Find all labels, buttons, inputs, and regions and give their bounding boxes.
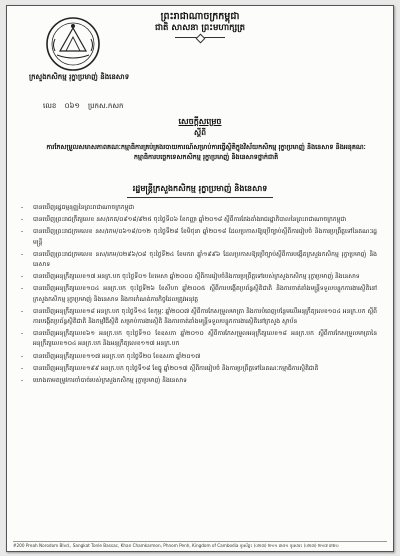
clause-item: - បានឃើញព្រះរាជក្រមលេខ នស/រកម/០៦១៨/០១២ ចុះថ្ងៃទី២៨ ខែមិថុនា ឆ្នាំ២០១៨ ដែលប្រកាសឱ្យប្រើច្បាប់ស្ដីពីការរៀបចំ និងការប្រព្រឹត្តទៅនៃគណៈរដ្ឋមន្ត្រី bbox=[21, 227, 377, 247]
clause-item: - បានឃើញព្រះរាជក្រមលេខ នស/រកម/០២៩៦/០៨ ចុះថ្ងៃទី២៤ ខែមករា ឆ្នាំ១៩៩៦ ដែលប្រកាសឱ្យប្រើច្បាប់ស្ដីពីការបង្កើតក្រសួងកសិកម្ម រុក្ខាប្រមាញ់ និងនេសាទ bbox=[21, 250, 377, 270]
clause-item: - បានឃើញអនុក្រឹត្យលេខ១១៧ អនក្រ.បក ចុះថ្ងៃទី២០ ខែឧសភា ឆ្នាំ២០១៧ bbox=[21, 352, 377, 362]
clause-item: - បានឃើញអនុក្រឹត្យលេខ១៨ អនក្រ.បក ចុះថ្ងៃទី១៤ ខែកុម្ភៈ ឆ្នាំ២០០៧ ស្ដីពីការកែសម្រួលមាត្រា និងការបំពេញបន្ថែមលើអនុក្រឹត្យលេខ១០៤ អនក្រ.បក ស្ដីពីការបង្កើតប្រព័ន្ធស្ថិតិជាតិ និងកម្មវិធីស្ថិតិ សម្រាប់ការងារស្ថិតិ និងការចាត់តាំងមន្ត្រីទទួលបន្ទុកការងារស្ថិតិនៅក្រសួង ស្ថាប័ន bbox=[21, 307, 377, 327]
clause-item: - បានឃើញអនុក្រឹត្យលេខ១៩៩ អនក្រ.បក ចុះថ្ងៃទី១៨ ខែធ្នូ ឆ្នាំ២០១៧ ស្ដីពីការរៀបចំ និងការប្រព្រឹត្តទៅនៃគណៈកម្មាធិការស្ថិតិជាតិ bbox=[21, 364, 377, 374]
national-motto: ជាតិ សាសនា ព្រះមហាក្សត្រ bbox=[154, 23, 246, 33]
clause-text: បានឃើញព្រះរាជក្រមលេខ នស/រកម/០៦១៨/០១២ ចុះថ្ងៃទី២៨ ខែមិថុនា ឆ្នាំ២០១៨ ដែលប្រកាសឱ្យប្រើច្បាប់ស្ដីពីការរៀបចំ និងការប្រព្រឹត្តទៅនៃគណៈរដ្ឋមន្ត្រី bbox=[33, 228, 377, 246]
clause-text: បានឃើញអនុក្រឹត្យលេខ១៨ អនក្រ.បក ចុះថ្ងៃទី១៤ ខែកុម្ភៈ ឆ្នាំ២០០៧ ស្ដីពីការកែសម្រួលមាត្រា និងការបំពេញបន្ថែមលើអនុក្រឹត្យលេខ១០៤ អនក្រ.បក ស្ដីពីការបង្កើតប្រព័ន្ធស្ថិតិជាតិ និងកម្មវិធីស្ថិតិ សម្រាប់ការងារស្ថិតិ និងការចាត់តាំងមន្ត្រីទទួលបន្ទុកការងារស្ថិតិនៅក្រសួង ស្ថាប័ន bbox=[33, 307, 377, 326]
clause-text: បានឃើញព្រះរាជក្រមលេខ នស/រកម/០២៩៦/០៨ ចុះថ្ងៃទី២៤ ខែមករា ឆ្នាំ១៩៩៦ ដែលប្រកាសឱ្យប្រើច្បាប់ស្ដីពីការបង្កើតក្រសួងកសិកម្ម រុក្ខាប្រមាញ់ និងនេសាទ bbox=[33, 250, 377, 269]
document-page bbox=[6, 5, 394, 552]
heading-ornament bbox=[175, 37, 225, 39]
clause-text: យោងតាមតម្រូវការចាំបាច់របស់ក្រសួងកសិកម្ម រុក្ខាប្រមាញ់ និងនេសាទ bbox=[33, 377, 187, 385]
ministry-seal-icon bbox=[43, 15, 103, 73]
document-subject: ការកែសម្រួលសមាសភាពគណៈកម្មាធិការគ្រប់គ្រងរបាយការណ៍សម្រាប់ការធ្វើស្ថិតិក្នុងវិស័យកសិកម្ម រុក្ខាប្រមាញ់ និងនេសាទ និងអនុគណៈកម្មាធិការបច្ចេកទេសកសិកម្ម រុក្ខាប្រមាញ់ និងនេសាទថ្នាក់ជាតិ bbox=[46, 143, 366, 161]
reference-number: ០៦១ bbox=[64, 102, 80, 110]
clause-item: - បានឃើញរដ្ឋធម្មនុញ្ញនៃព្រះរាជាណាចក្រកម្ពុជា bbox=[21, 203, 377, 213]
clause-text: បានឃើញអនុក្រឹត្យលេខ១៩៩ អនក្រ.បក ចុះថ្ងៃទី១៨ ខែធ្នូ ឆ្នាំ២០១៧ ស្ដីពីការរៀបចំ និងការប្រព្រឹត្តទៅនៃគណៈកម្មាធិការស្ថិតិជាតិ bbox=[33, 364, 319, 372]
reference-suffix: ប្រកស.កសក bbox=[88, 102, 124, 110]
issuing-ministry: ក្រសួងកសិកម្ម រុក្ខាប្រមាញ់ និងនេសាទ bbox=[29, 73, 130, 81]
clause-text: បានឃើញអនុក្រឹត្យលេខ១១៧ អនក្រ.បក ចុះថ្ងៃទី២០ ខែឧសភា ឆ្នាំ២០១៧ bbox=[33, 352, 201, 360]
document-type: សេចក្ដីសម្រេច bbox=[178, 117, 222, 126]
clause-text: បានឃើញព្រះរាជក្រឹត្យលេខ នស/រកត/០៩១៨/៩២៥ ចុះថ្ងៃទី០៦ ខែកញ្ញា ឆ្នាំ២០១៨ ស្ដីពីការតែងតាំងរាជរដ្ឋាភិបាលនៃព្រះរាជាណាចក្រកម្ពុជា bbox=[33, 216, 347, 224]
footer-address: #200 Preah Norodom Blvd., Sangkat Tonle Bassac, Khan Chamkarmon, Phnom Penh, Kingdom of Cambodia ទូរស័ព្ទ៖ (០២៣) ២១១ ៣៥១ ទូរសារ៖ (០២៣) ២១៧ ៣២០ bbox=[13, 541, 387, 550]
preamble-clauses bbox=[21, 203, 377, 388]
divider bbox=[127, 197, 273, 198]
clause-text: បានឃើញរដ្ឋធម្មនុញ្ញនៃព្រះរាជាណាចក្រកម្ពុជា bbox=[33, 204, 135, 211]
clause-text: បានឃើញអនុក្រឹត្យលេខ១០៤ អនក្រ.បក ចុះថ្ងៃទី២៦ ខែសីហា ឆ្នាំ២០០៥ ស្ដីពីការបង្កើតប្រព័ន្ធស្ថិតិជាតិ និងការចាត់តាំងមន្ត្រីទទួលបន្ទុកការងារស្ថិតិនៅក្រសួងកសិកម្ម រុក្ខាប្រមាញ់ និងនេសាទ និងការកំណត់ភារកិច្ចដែលត្រូវអនុវត្ត bbox=[33, 285, 377, 303]
issuing-authority: រដ្ឋមន្ត្រីក្រសួងកសិកម្ម រុក្ខាប្រមាញ់ និងនេសាទ bbox=[132, 184, 268, 193]
clause-item: - បានឃើញអនុក្រឹត្យលេខ១០៤ អនក្រ.បក ចុះថ្ងៃទី២៦ ខែសីហា ឆ្នាំ២០០៥ ស្ដីពីការបង្កើតប្រព័ន្ធស្ថិតិជាតិ និងការចាត់តាំងមន្ត្រីទទួលបន្ទុកការងារស្ថិតិនៅក្រសួងកសិកម្ម រុក្ខាប្រមាញ់ និងនេសាទ និងការកំណត់ភារកិច្ចដែលត្រូវអនុវត្ត bbox=[21, 284, 377, 304]
about-label: ស្ដីពី bbox=[194, 128, 206, 137]
clause-item: - បានឃើញអនុក្រឹត្យលេខ៦១ អនក្រ.បក ចុះថ្ងៃទី១០ ខែឧសភា ឆ្នាំ២០១០ ស្ដីពីការកែសម្រួលអនុក្រឹត្យលេខ១៨ អនក្រ.បក ស្ដីពីការកែសម្រួលមាត្រានៃអនុក្រឹត្យលេខ១០៤ អនក្រ.បក និងអនុក្រឹត្យលេខ១១៧ អនក្រ.បក bbox=[21, 329, 377, 349]
clause-item: - យោងតាមតម្រូវការចាំបាច់របស់ក្រសួងកសិកម្ម រុក្ខាប្រមាញ់ និងនេសាទ bbox=[21, 376, 377, 386]
clause-item: - បានឃើញព្រះរាជក្រឹត្យលេខ នស/រកត/០៩១៨/៩២៥ ចុះថ្ងៃទី០៦ ខែកញ្ញា ឆ្នាំ២០១៨ ស្ដីពីការតែងតាំងរាជរដ្ឋាភិបាលនៃព្រះរាជាណាចក្រកម្ពុជា bbox=[21, 215, 377, 225]
clause-text: បានឃើញអនុក្រឹត្យលេខ១៧ អនក្រ.បក ចុះថ្ងៃទី០១ ខែមេសា ឆ្នាំ២០០០ ស្ដីពីការរៀបចំនិងការប្រព្រឹត្តទៅរបស់ក្រសួងកសិកម្ម រុក្ខាប្រមាញ់ និងនេសាទ bbox=[33, 273, 360, 281]
kingdom-heading: ព្រះរាជាណាចក្រកម្ពុជា bbox=[160, 11, 240, 22]
clause-text: បានឃើញអនុក្រឹត្យលេខ៦១ អនក្រ.បក ចុះថ្ងៃទី១០ ខែឧសភា ឆ្នាំ២០១០ ស្ដីពីការកែសម្រួលអនុក្រឹត្យលេខ១៨ អនក្រ.បក ស្ដីពីការកែសម្រួលមាត្រានៃអនុក្រឹត្យលេខ១០៤ អនក្រ.បក និងអនុក្រឹត្យលេខ១១៧ អនក្រ.បក bbox=[33, 330, 377, 348]
reference-number-line bbox=[43, 102, 129, 112]
reference-number-label: លេខ bbox=[43, 102, 57, 110]
clause-item: - បានឃើញអនុក្រឹត្យលេខ១៧ អនក្រ.បក ចុះថ្ងៃទី០១ ខែមេសា ឆ្នាំ២០០០ ស្ដីពីការរៀបចំនិងការប្រព្រឹត្តទៅរបស់ក្រសួងកសិកម្ម រុក្ខាប្រមាញ់ និងនេសាទ bbox=[21, 272, 377, 282]
